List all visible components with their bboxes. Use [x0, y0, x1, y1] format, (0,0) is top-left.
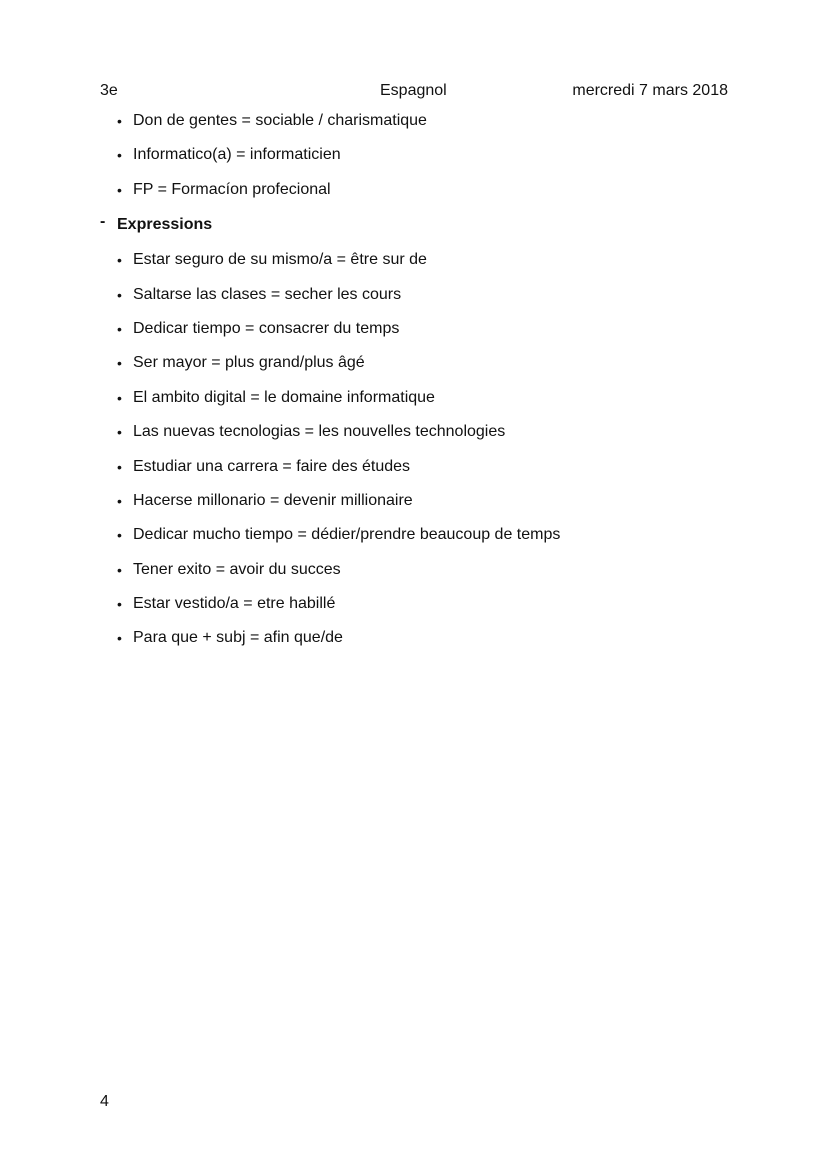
bullet-icon: •: [117, 389, 122, 406]
header-subject: Espagnol: [380, 82, 447, 99]
document-body: [100, 110, 740, 662]
header-date: mercredi 7 mars 2018: [572, 82, 728, 99]
list-item: • Don de gentes = sociable / charismatique: [100, 110, 740, 144]
header-class-level: 3e: [100, 82, 118, 99]
list-item: • El ambito digital = le domaine informatique: [100, 387, 740, 421]
bullet-icon: •: [117, 630, 122, 647]
list-item: • FP = Formacíon profecional: [100, 179, 740, 213]
list-item: • Informatico(a) = informaticien: [100, 144, 740, 178]
bullet-icon: •: [117, 596, 122, 613]
bullet-icon: •: [117, 527, 122, 544]
bullet-icon: •: [117, 458, 122, 475]
bullet-icon: •: [117, 492, 122, 509]
list-item: • Estar seguro de su mismo/a = être sur de: [100, 249, 740, 283]
vocab-list: [100, 110, 740, 213]
list-item: • Saltarse las clases = secher les cours: [100, 284, 740, 318]
list-item: • Dedicar mucho tiempo = dédier/prendre beaucoup de temps: [100, 524, 740, 558]
bullet-icon: •: [117, 355, 122, 372]
list-item: • Dedicar tiempo = consacrer du temps: [100, 318, 740, 352]
list-item: • Para que + subj = afin que/de: [100, 627, 740, 661]
list-item: • Hacerse millonario = devenir millionaire: [100, 490, 740, 524]
bullet-icon: •: [117, 320, 122, 337]
page-number: 4: [100, 1093, 109, 1110]
bullet-icon: •: [117, 424, 122, 441]
list-item: • Estudiar una carrera = faire des études: [100, 456, 740, 490]
expressions-list: [100, 249, 740, 662]
section-heading-expressions: - Expressions: [100, 213, 213, 234]
dash-icon: -: [100, 213, 106, 231]
bullet-icon: •: [117, 147, 122, 164]
bullet-icon: •: [117, 561, 122, 578]
list-item: • Estar vestido/a = etre habillé: [100, 593, 740, 627]
list-item: • Ser mayor = plus grand/plus âgé: [100, 352, 740, 386]
bullet-icon: •: [117, 181, 122, 198]
bullet-icon: •: [117, 286, 122, 303]
list-item: • Tener exito = avoir du succes: [100, 559, 740, 593]
bullet-icon: •: [117, 113, 122, 129]
list-item: • Las nuevas tecnologias = les nouvelles technologies: [100, 421, 740, 455]
bullet-icon: •: [117, 252, 122, 269]
page-header: [100, 82, 728, 104]
